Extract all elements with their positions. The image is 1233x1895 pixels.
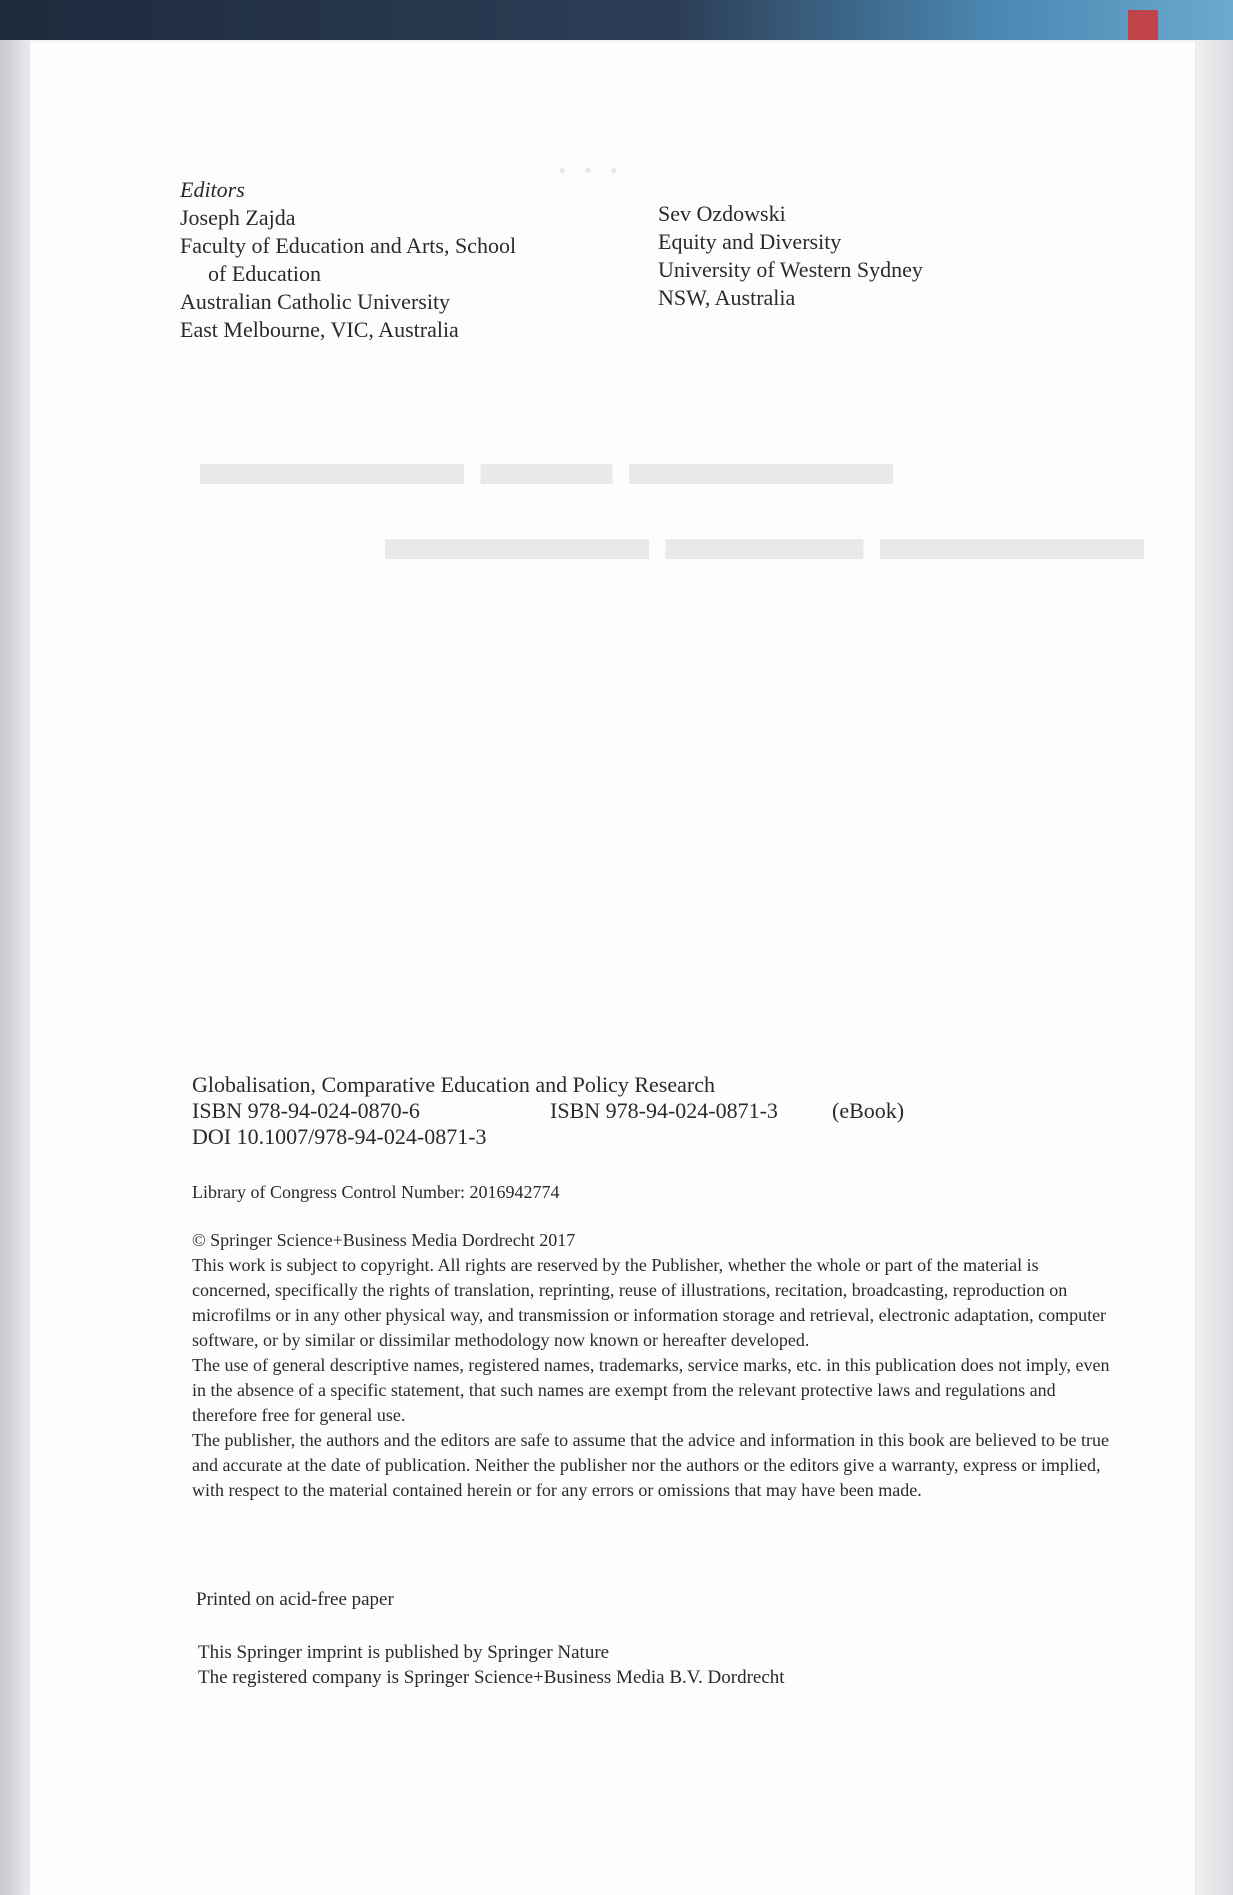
- series-block: [192, 1072, 905, 1150]
- scan-top-band: [0, 0, 1233, 40]
- lccn: Library of Congress Control Number: 2016942774: [192, 1182, 560, 1202]
- copyright-paragraph: This work is subject to copyright. All rights are reserved by the Publisher, whether the whole or part of the material is concerned, specifically the rights of translation, reprinting, reuse of illustrations, recitation, broadcasting, reproduction on microfilms or in any other physical way, and transmission or information storage and retrieval, electronic adaptation, computer software, or by similar or dissimilar methodology now known or hereafter developed.: [192, 1255, 1107, 1350]
- copyright-paragraph: The publisher, the authors and the editors are safe to assume that the advice and information in this book are believed to be true and accurate at the date of publication. Neither the publisher nor the authors or the editors give a warranty, express or implied, with respect to the material contained herein or for any errors or omissions that may have been made.: [192, 1430, 1109, 1500]
- imprint-block: [198, 1640, 785, 1690]
- series-title: Globalisation, Comparative Education and Policy Research: [192, 1072, 715, 1097]
- editor-affiliation: University of Western Sydney: [658, 257, 923, 282]
- editor-right-block: [658, 200, 923, 312]
- acid-free-note: Printed on acid-free paper: [196, 1589, 394, 1610]
- isbn-row: [192, 1098, 905, 1124]
- editor-affiliation: NSW, Australia: [658, 285, 796, 310]
- imprint-line: This Springer imprint is published by Springer Nature: [198, 1642, 610, 1663]
- copyright-block: [192, 1228, 1117, 1503]
- editors-label: Editors: [180, 177, 245, 202]
- doi: DOI 10.1007/978-94-024-0871-3: [192, 1124, 487, 1149]
- editor-affiliation: Equity and Diversity: [658, 229, 842, 254]
- bleedthrough-authors: · · ·: [555, 146, 621, 195]
- isbn-print: ISBN 978-94-024-0870-6: [192, 1098, 420, 1123]
- editor-affiliation: Australian Catholic University: [180, 289, 451, 314]
- copyright-paragraph: The use of general descriptive names, registered names, trademarks, service marks, etc. in this publication does not imply, even in the absence of a specific statement, that such names are exempt from the relevant protective laws and regulations and therefore free for general use.: [192, 1355, 1110, 1425]
- page-left-edge: [0, 40, 30, 1895]
- editor-left-block: [180, 176, 516, 344]
- editor-affiliation: of Education: [208, 261, 322, 286]
- copyright-line: © Springer Science+Business Media Dordrecht 2017: [192, 1230, 576, 1250]
- corner-mark: [1128, 10, 1158, 40]
- imprint-line: The registered company is Springer Science+Business Media B.V. Dordrecht: [198, 1667, 785, 1688]
- editor-name: Joseph Zajda: [180, 205, 296, 230]
- page-right-edge: [1195, 40, 1233, 1895]
- editor-name: Sev Ozdowski: [658, 201, 786, 226]
- editor-affiliation: East Melbourne, VIC, Australia: [180, 317, 459, 342]
- bleedthrough-title: ▬▬▬▬ ▬▬ ▬▬▬▬: [200, 426, 893, 499]
- ebook-label: (eBook): [832, 1098, 905, 1123]
- bleedthrough-subtitle: ▬▬▬▬ ▬▬▬ ▬▬▬▬: [385, 501, 1144, 574]
- editor-affiliation: Faculty of Education and Arts, School: [180, 233, 517, 258]
- isbn-ebook: ISBN 978-94-024-0871-3: [550, 1098, 778, 1123]
